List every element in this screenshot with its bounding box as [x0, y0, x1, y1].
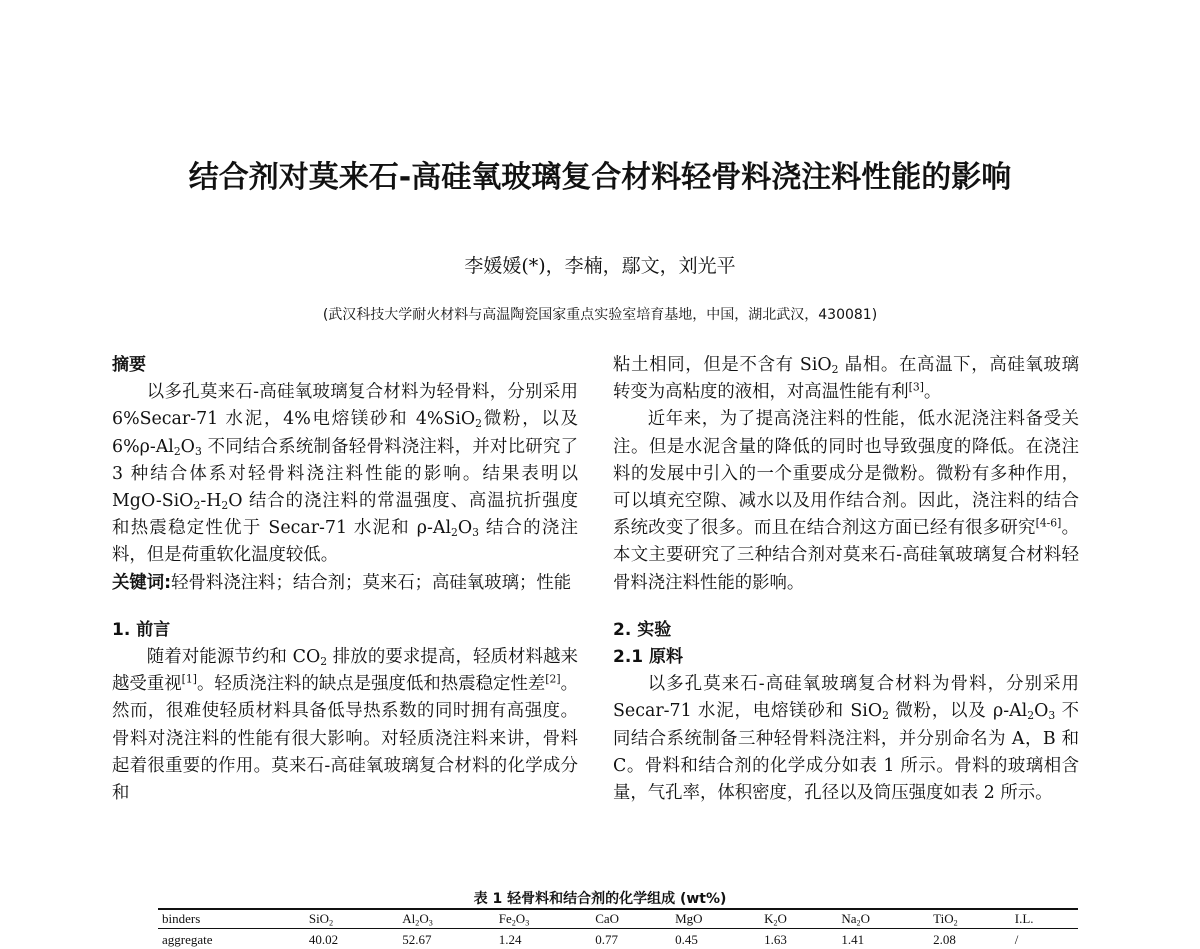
table-cell: aggregate — [158, 929, 305, 949]
table-cell: 2.08 — [929, 929, 1011, 949]
table-header-cell: I.L. — [1011, 909, 1078, 929]
section-2-1-heading: 2.1 原料 — [613, 644, 1079, 671]
table-header-cell: $Fe_2O_3$ — [495, 909, 591, 929]
table-1-caption: 表 1 轻骨料和结合剂的化学组成 (wt%) — [0, 888, 1200, 908]
author-list: 李媛媛(*)，李楠，鄢文，刘光平 — [0, 251, 1200, 278]
table-header-cell: MgO — [671, 909, 760, 929]
section-1-paragraph-1: 随着对能源节约和 $CO_2$ 排放的要求提高，轻质材料越来越受重视[1]。轻质浇注料的缺点是强度低和热震稳定性差[2]。然而，很难使轻质材料具备低导热系数的同时拥有高强度。骨料对浇注料的性能有很大影响。对轻质浇注料来讲，骨料起着很重要的作用。莫来石-高硅氧玻璃复合材料的化学成分和 — [112, 644, 578, 807]
right-column — [613, 352, 1079, 807]
abstract-body: 以多孔莫来石-高硅氧玻璃复合材料为轻骨料，分别采用 6%Secar-71 水泥，4%电熔镁砂和 4%SiO$_2$微粉，以及 $6\%\rho-Al_2O_3$ 不同结合系统制备轻骨料浇注料，并对比研究了 3 种结合体系对轻骨料浇注料性能的影响。结果表明以 MgO-$SiO_2-H_2O$ 结合的浇注料的常温强度、高温抗折强度和热震稳定性优于 Secar-71 水泥和 $\rho-Al_2O_3$ 结合的浇注料，但是荷重软化温度较低。 — [112, 379, 578, 569]
table-header-cell: binders — [158, 909, 305, 929]
table-cell: 40.02 — [305, 929, 398, 949]
section-2-1-paragraph: 以多孔莫来石-高硅氧玻璃复合材料为骨料，分别采用 Secar-71 水泥，电熔镁砂和 SiO$_2$ 微粉，以及 $\rho-Al_2O_3$ 不同结合系统制备三种轻骨料浇注料，并分别命名为 A，B 和 C。骨料和结合剂的化学成分如表 1 所示。骨料的玻璃相含量，气孔率，体积密度，孔径以及筒压强度如表 2 所示。 — [613, 671, 1079, 807]
table-header-row — [158, 909, 1078, 929]
keywords-text: 轻骨料浇注料；结合剂；莫来石；高硅氧玻璃；性能 — [171, 573, 571, 593]
table-header-cell: $K_2O$ — [760, 909, 837, 929]
table-cell: / — [1011, 929, 1078, 949]
table-cell: 0.77 — [591, 929, 671, 949]
table-header-cell: TiO$_2$ — [929, 909, 1011, 929]
table-cell: 1.24 — [495, 929, 591, 949]
table-cell: 1.63 — [760, 929, 837, 949]
table-cell: 52.67 — [398, 929, 494, 949]
section-2-heading: 2. 实验 — [613, 617, 1079, 644]
paper-title: 结合剂对莫来石-高硅氧玻璃复合材料轻骨料浇注料性能的影响 — [0, 152, 1200, 196]
table-cell: 0.45 — [671, 929, 760, 949]
keywords — [112, 570, 578, 597]
abstract-heading: 摘要 — [112, 352, 578, 379]
table-header-cell: $Na_2O$ — [837, 909, 929, 929]
table-row — [158, 929, 1078, 949]
keywords-label: 关键词: — [112, 573, 171, 593]
section-1-paragraph-2: 近年来，为了提高浇注料的性能，低水泥浇注料备受关注。但是水泥含量的降低的同时也导致强度的降低。在浇注料的发展中引入的一个重要成分是微粉。微粉有多种作用，可以填充空隙、减水以及用作结合剂。因此，浇注料的结合系统改变了很多。而且在结合剂这方面已经有很多研究[4-6]。本文主要研究了三种结合剂对莫来石-高硅氧玻璃复合材料轻骨料浇注料性能的影响。 — [613, 406, 1079, 596]
section-1-heading: 1. 前言 — [112, 617, 578, 644]
table-header-cell: $Al_2O_3$ — [398, 909, 494, 929]
table-header-cell: SiO$_2$ — [305, 909, 398, 929]
table-1 — [158, 908, 1078, 949]
affiliation: (武汉科技大学耐火材料与高温陶瓷国家重点实验室培育基地，中国，湖北武汉，430081) — [0, 304, 1200, 324]
table-cell: 1.41 — [837, 929, 929, 949]
table-header-cell: CaO — [591, 909, 671, 929]
left-column — [112, 352, 578, 807]
section-1-paragraph-1-continued: 粘土相同，但是不含有 SiO$_2$ 晶相。在高温下，高硅氧玻璃转变为高粘度的液相，对高温性能有利[3]。 — [613, 352, 1079, 406]
table-body — [158, 929, 1078, 949]
